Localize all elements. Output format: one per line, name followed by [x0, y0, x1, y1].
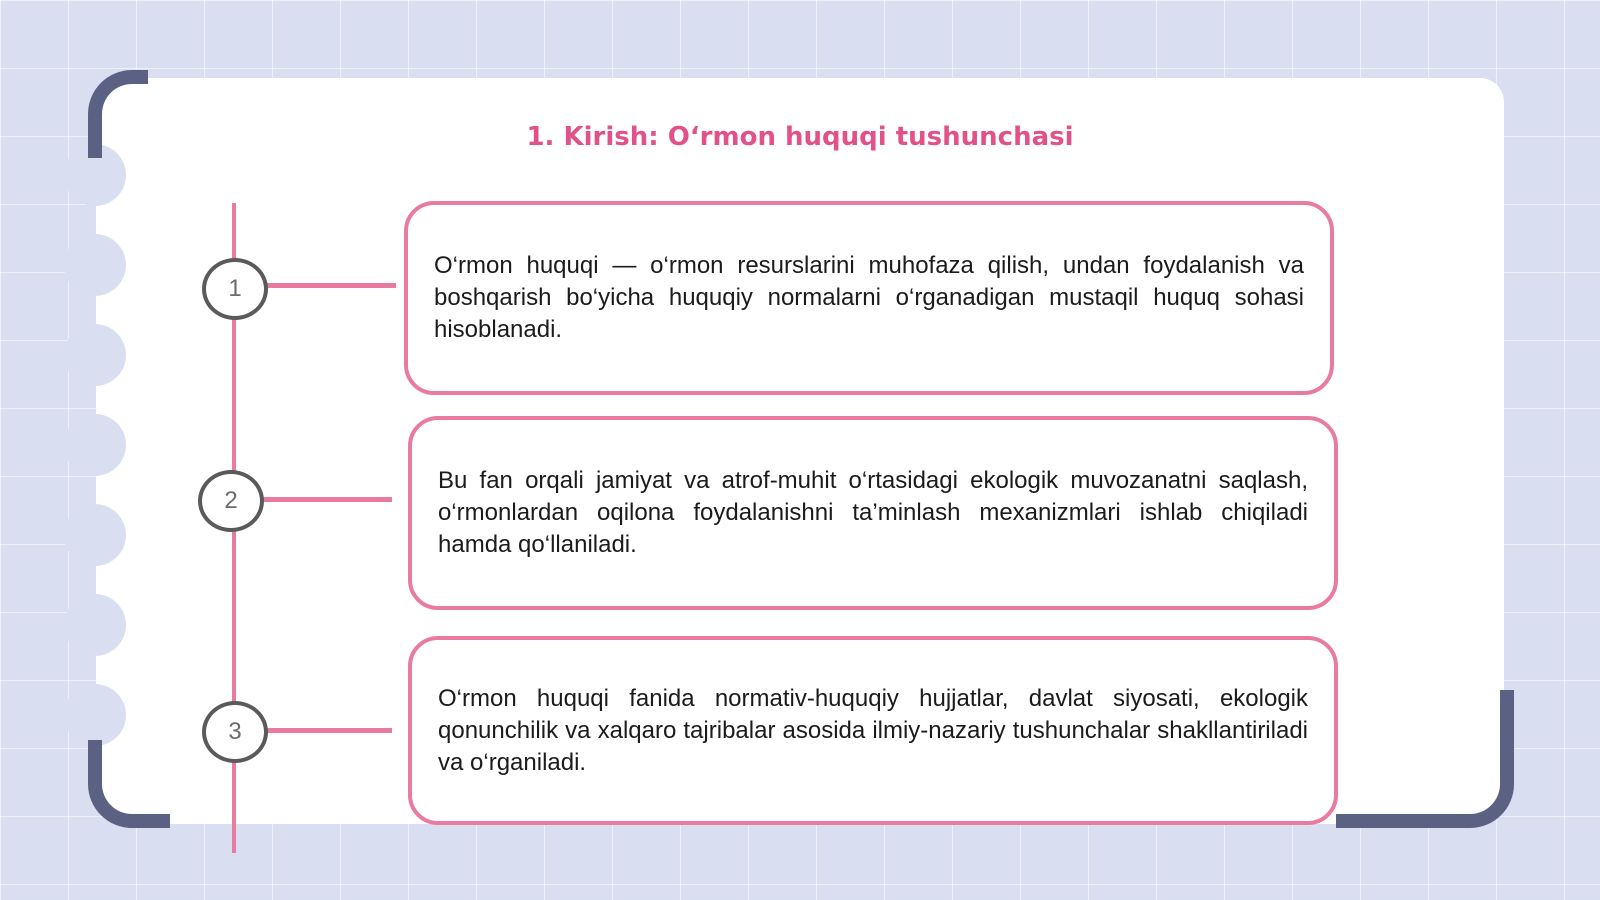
info-box-3 [408, 636, 1338, 825]
info-box-2 [408, 416, 1338, 610]
corner-bracket-bottom-left [88, 740, 170, 828]
step-number-badge: 3 [202, 701, 268, 763]
corner-bracket-bottom-right [1336, 690, 1514, 828]
step-number-badge: 1 [202, 258, 268, 320]
slide-title: 1. Kirish: O‘rmon huquqi tushunchasi [526, 122, 1074, 152]
card-edge-notch [64, 504, 126, 566]
card-edge-notch [64, 234, 126, 296]
card-edge-notch [64, 324, 126, 386]
card-edge-notch [64, 684, 126, 746]
step-number-badge: 2 [198, 470, 264, 532]
timeline-connector-2 [262, 497, 392, 502]
info-text: Bu fan orqali jamiyat va atrof-muhit o‘rtasidagi ekologik muvozanatni saqlash, o‘rmonlardan oqilona foydalanishni ta’minlash mexanizmlari ishlab chiqiladi hamda qo‘llaniladi. [438, 467, 1308, 558]
card-edge-notch [64, 414, 126, 476]
timeline-connector-3 [266, 728, 392, 733]
info-box-1 [404, 201, 1334, 395]
card-edge-notch [64, 594, 126, 656]
info-text: O‘rmon huquqi fanida normativ-huquqiy hujjatlar, davlat siyosati, ekologik qonunchilik va xalqaro tajribalar asosida ilmiy-nazariy tushunchalar shakllantiriladi va o‘rganiladi. [438, 684, 1308, 776]
info-text: O‘rmon huquqi — o‘rmon resurslarini muhofaza qilish, undan foydalanish va boshqarish bo‘yicha huquqiy normalarni o‘rganadigan mustaqil huquq sohasi hisoblanadi. [434, 252, 1304, 343]
timeline-connector-1 [266, 283, 396, 288]
